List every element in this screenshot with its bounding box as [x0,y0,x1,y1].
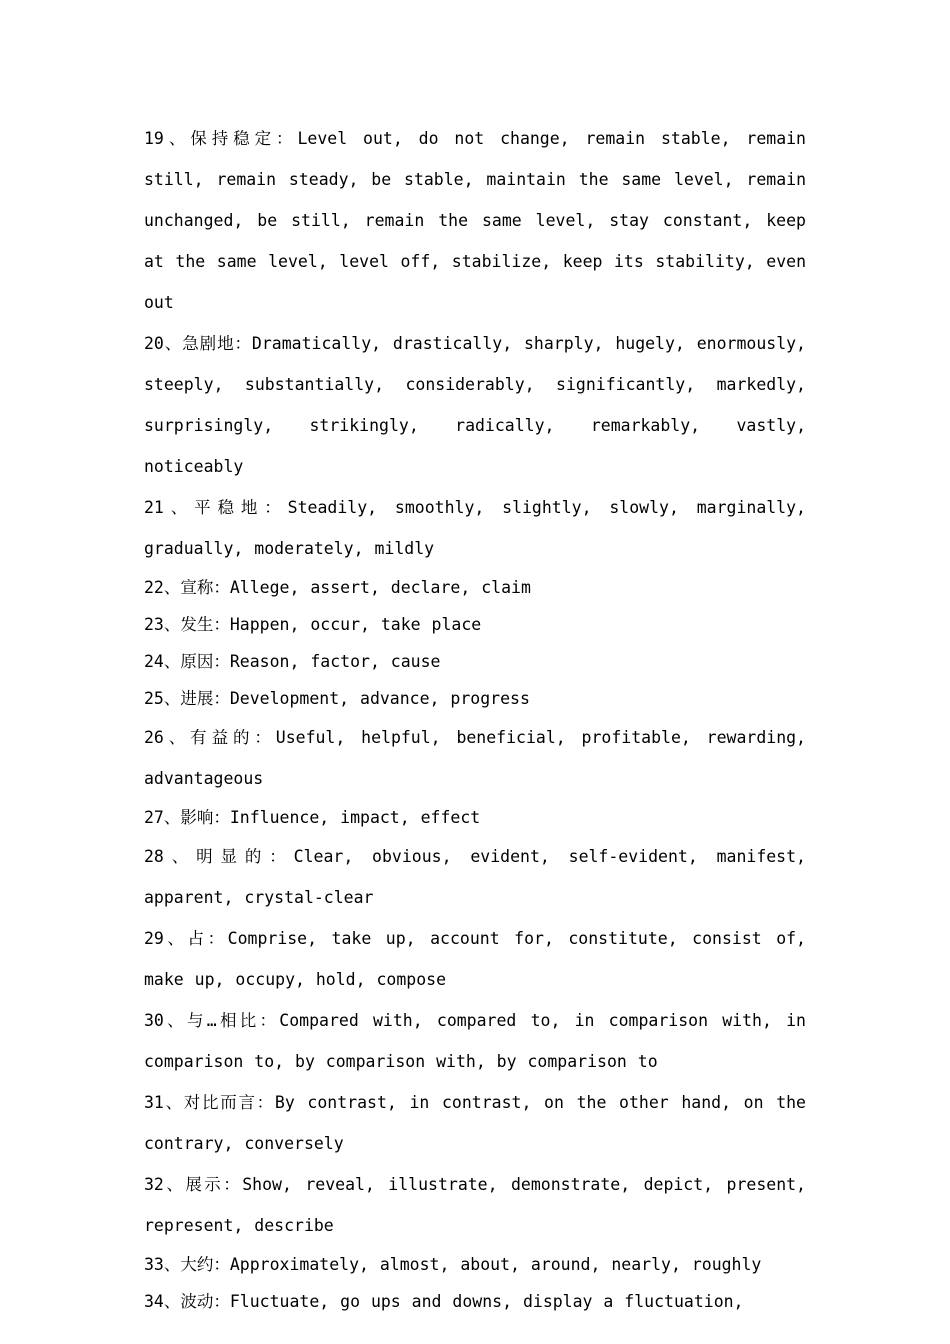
entry-27: 27、影响：Influence, impact, effect [144,808,481,827]
document-page [144,118,806,1320]
entry-33: 33、大约：Approximately, almost, about, around, nearly, roughly [144,1255,762,1274]
entry-31: 31、对比而言：By contrast, in contrast, on the other hand, on the contrary, conversely [144,1093,806,1153]
entry-30: 30、与…相比：Compared with, compared to, in comparison with, in comparison to, by comparison with, by comparison to [144,1011,806,1071]
entry-34: 34、波动：Fluctuate, go ups and downs, display a fluctuation, [144,1292,744,1311]
entry-20: 20、急剧地：Dramatically, drastically, sharply, hugely, enormously, steeply, substantially, considerably, significantly, markedly, surprisingly, strikingly, radically, remarkably, vastly, noticeably [144,334,806,476]
entry-25: 25、进展：Development, advance, progress [144,689,530,708]
entry-26: 26、有益的：Useful, helpful, beneficial, profitable, rewarding, advantageous [144,728,806,788]
entry-28: 28、明显的：Clear, obvious, evident, self-evident, manifest, apparent, crystal-clear [144,847,806,907]
entry-21: 21、平稳地：Steadily, smoothly, slightly, slowly, marginally, gradually, moderately, mildly [144,498,806,558]
entry-23: 23、发生：Happen, occur, take place [144,615,482,634]
entry-24: 24、原因：Reason, factor, cause [144,652,441,671]
entry-19: 19、保持稳定：Level out, do not change, remain stable, remain still, remain steady, be stable, maintain the same level, remain unchanged, be still, remain the same level, stay constant, keep at the same level, level off, stabilize, keep its stability, even out [144,129,806,312]
entry-29: 29、占：Comprise, take up, account for, constitute, consist of, make up, occupy, hold, compose [144,929,806,989]
entry-32: 32、展示：Show, reveal, illustrate, demonstrate, depict, present, represent, describe [144,1175,806,1235]
entry-22: 22、宣称：Allege, assert, declare, claim [144,578,531,597]
